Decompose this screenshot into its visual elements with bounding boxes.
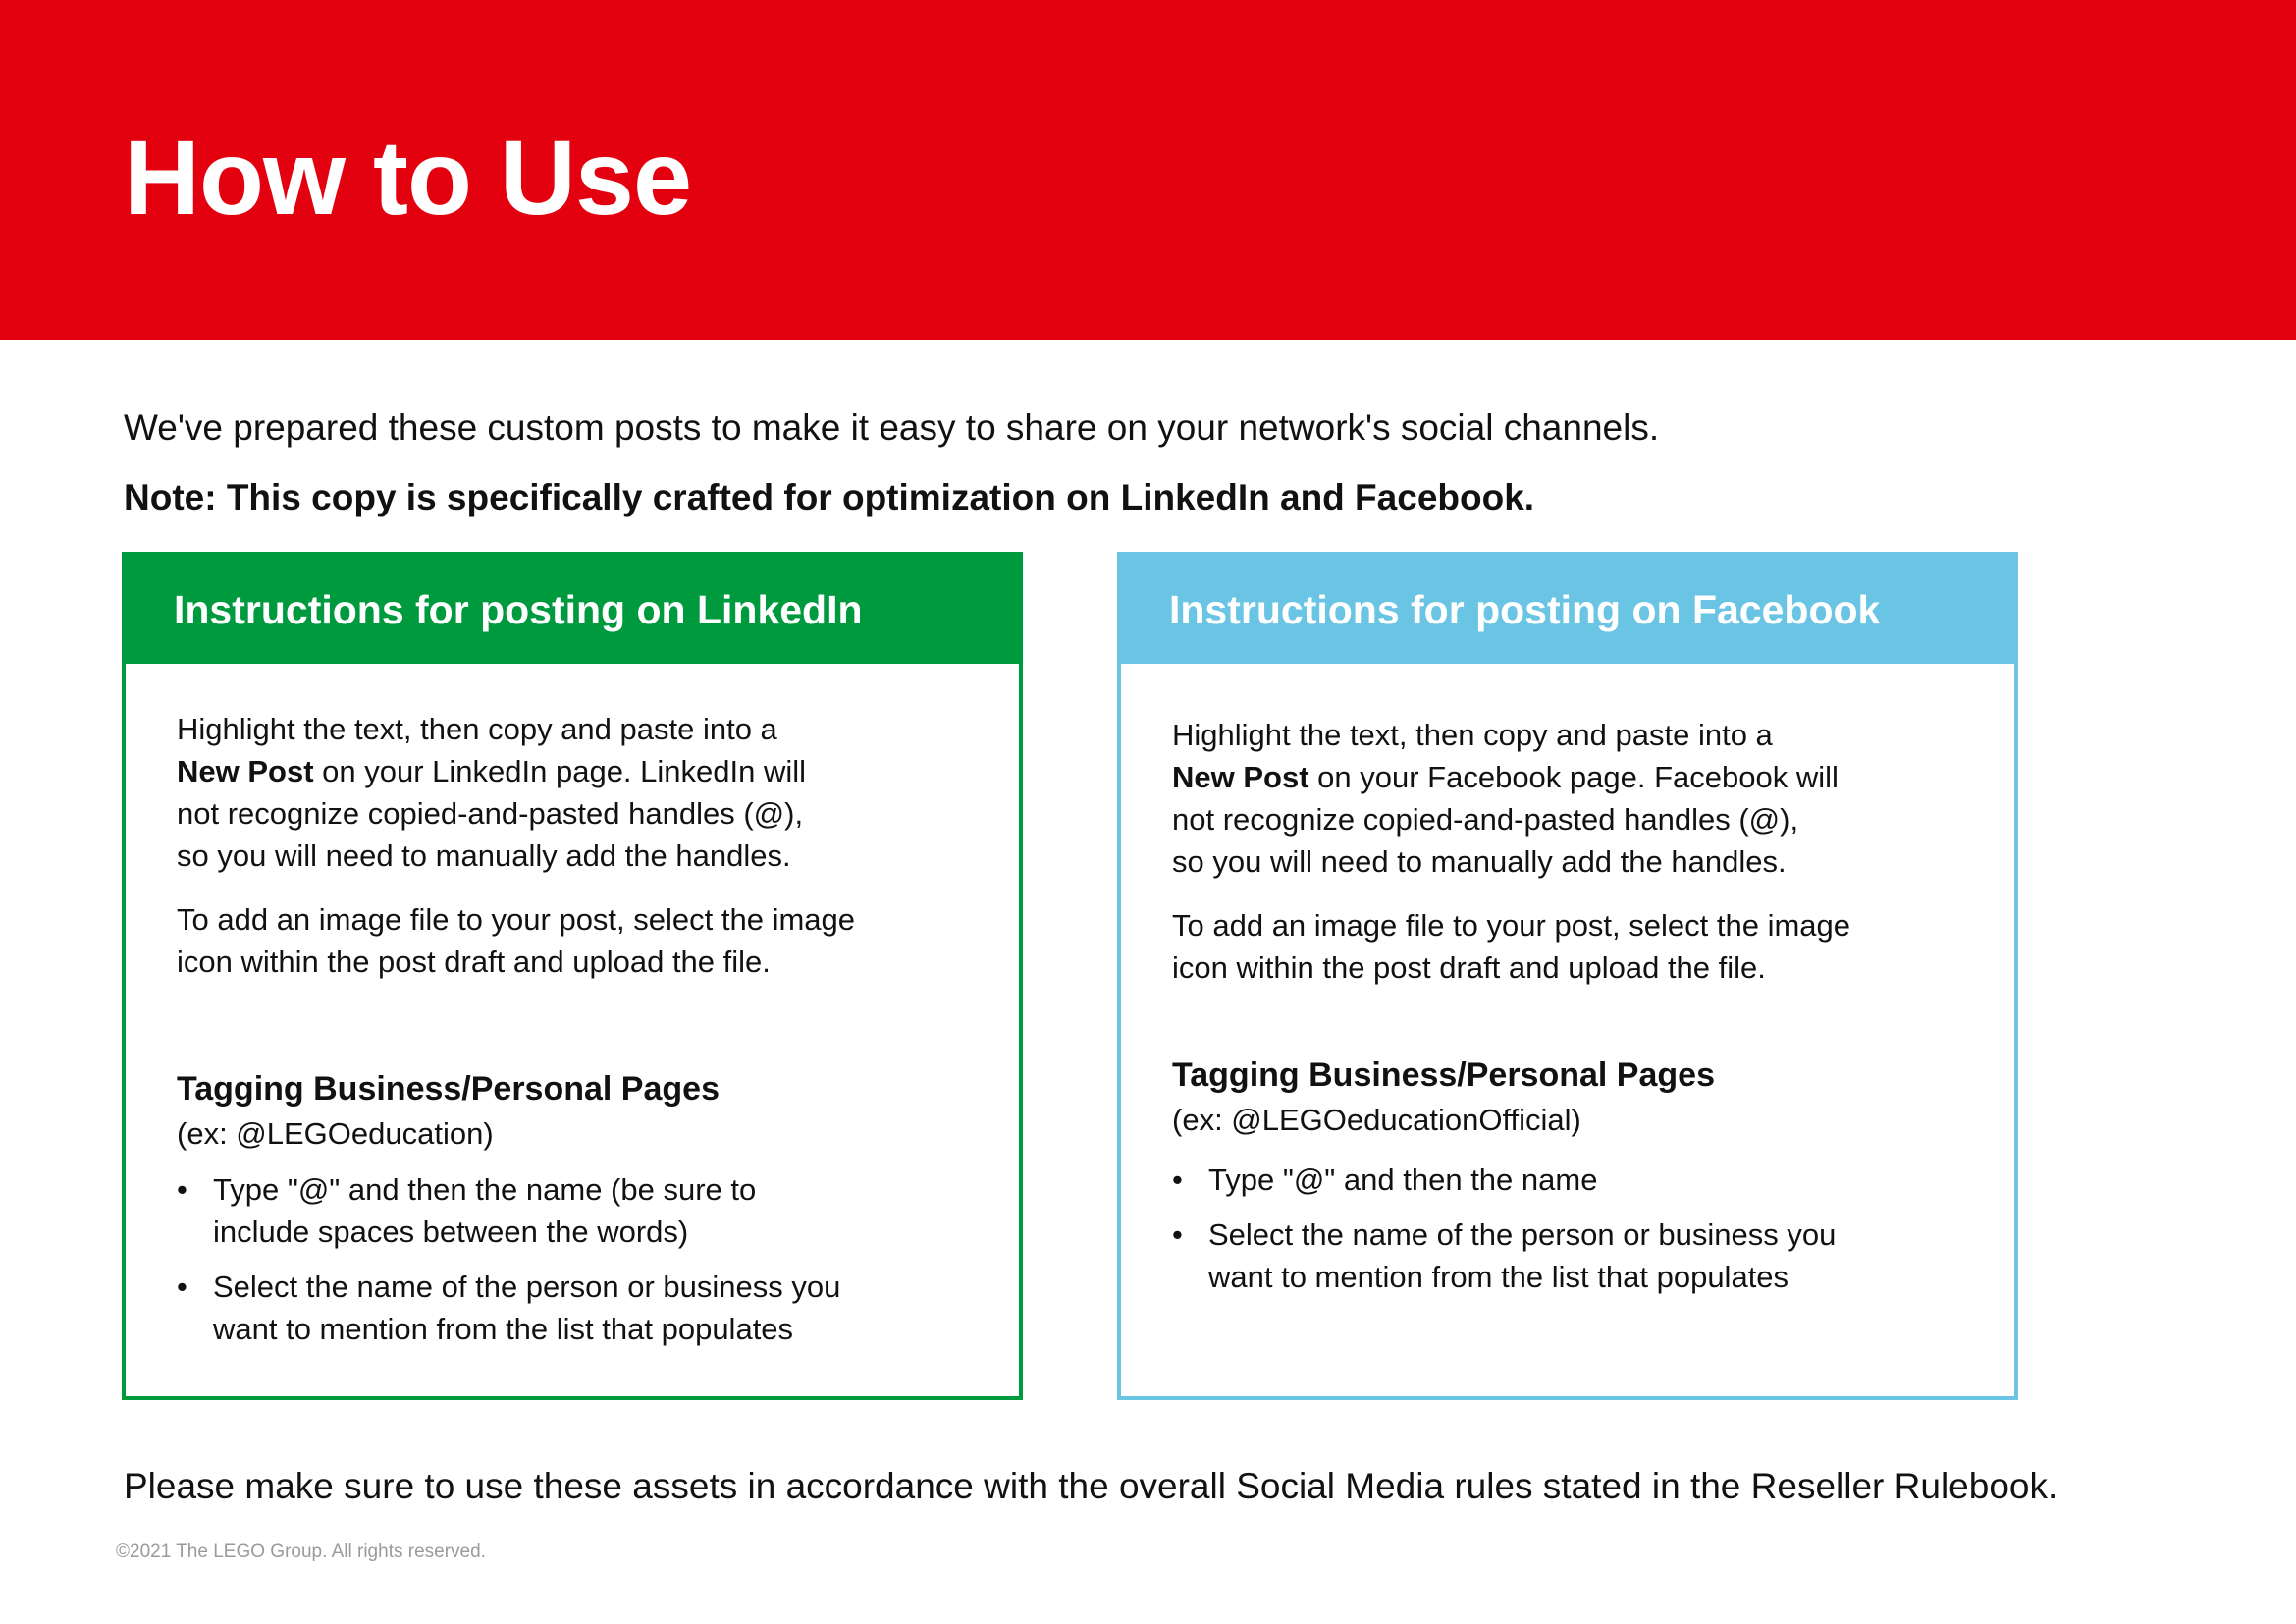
facebook-p1-lead: Highlight the text, then copy and paste into a [1172, 718, 1773, 752]
linkedin-instructions-card [122, 552, 1023, 1400]
facebook-card-title: Instructions for posting on Facebook [1121, 556, 2014, 664]
list-item: • Type "@" and then the name [1172, 1159, 1918, 1201]
intro-text: We've prepared these custom posts to make it easy to share on your network's social channels. [124, 407, 1660, 448]
linkedin-card-title: Instructions for posting on LinkedIn [126, 556, 1019, 664]
linkedin-p1-rest: on your LinkedIn page. LinkedIn will [313, 754, 807, 788]
linkedin-p2-line2: icon within the post draft and upload the file. [177, 945, 771, 979]
rules-note: Please make sure to use these assets in accordance with the overall Social Media rules stated in the Reseller Rulebook. [124, 1466, 2058, 1506]
facebook-bullet-list [1172, 1159, 1918, 1298]
list-item: • Select the name of the person or business you want to mention from the list that populates [1172, 1214, 1918, 1298]
linkedin-paragraph-copy [177, 708, 923, 877]
facebook-card-body [1172, 714, 1918, 1311]
copyright-text: ©2021 The LEGO Group. All rights reserved. [116, 1542, 486, 1562]
linkedin-bullet-list [177, 1168, 923, 1350]
linkedin-p1-line4: so you will need to manually add the handles. [177, 839, 791, 873]
linkedin-card-body [177, 708, 923, 1363]
note-text: Note: This copy is specifically crafted for optimization on LinkedIn and Facebook. [124, 477, 1535, 517]
page-title: How to Use [124, 118, 692, 237]
linkedin-p1-line3: not recognize copied-and-pasted handles (@), [177, 796, 804, 831]
facebook-p2-line1: To add an image file to your post, select the image [1172, 908, 1851, 943]
facebook-tagging-heading: Tagging Business/Personal Pages [1172, 1056, 1715, 1094]
header-banner [0, 0, 2296, 340]
facebook-paragraph-copy [1172, 714, 1918, 883]
facebook-paragraph-image [1172, 904, 1918, 989]
facebook-instructions-card [1117, 552, 2018, 1400]
linkedin-tagging-heading: Tagging Business/Personal Pages [177, 1070, 720, 1108]
facebook-new-post-label: New Post [1172, 760, 1309, 794]
facebook-p1-line4: so you will need to manually add the handles. [1172, 844, 1787, 879]
list-item: • Select the name of the person or business you want to mention from the list that populates [177, 1266, 923, 1350]
facebook-p1-line3: not recognize copied-and-pasted handles (@), [1172, 802, 1799, 837]
facebook-p1-rest: on your Facebook page. Facebook will [1308, 760, 1839, 794]
linkedin-paragraph-image [177, 898, 923, 983]
linkedin-p1-lead: Highlight the text, then copy and paste into a [177, 712, 777, 746]
list-item: • Type "@" and then the name (be sure to include spaces between the words) [177, 1168, 923, 1253]
facebook-p2-line2: icon within the post draft and upload the file. [1172, 950, 1766, 985]
facebook-tagging-example: (ex: @LEGOeducationOfficial) [1172, 1103, 1581, 1137]
linkedin-new-post-label: New Post [177, 754, 314, 788]
linkedin-p2-line1: To add an image file to your post, select the image [177, 902, 856, 937]
linkedin-tagging-example: (ex: @LEGOeducation) [177, 1116, 494, 1151]
